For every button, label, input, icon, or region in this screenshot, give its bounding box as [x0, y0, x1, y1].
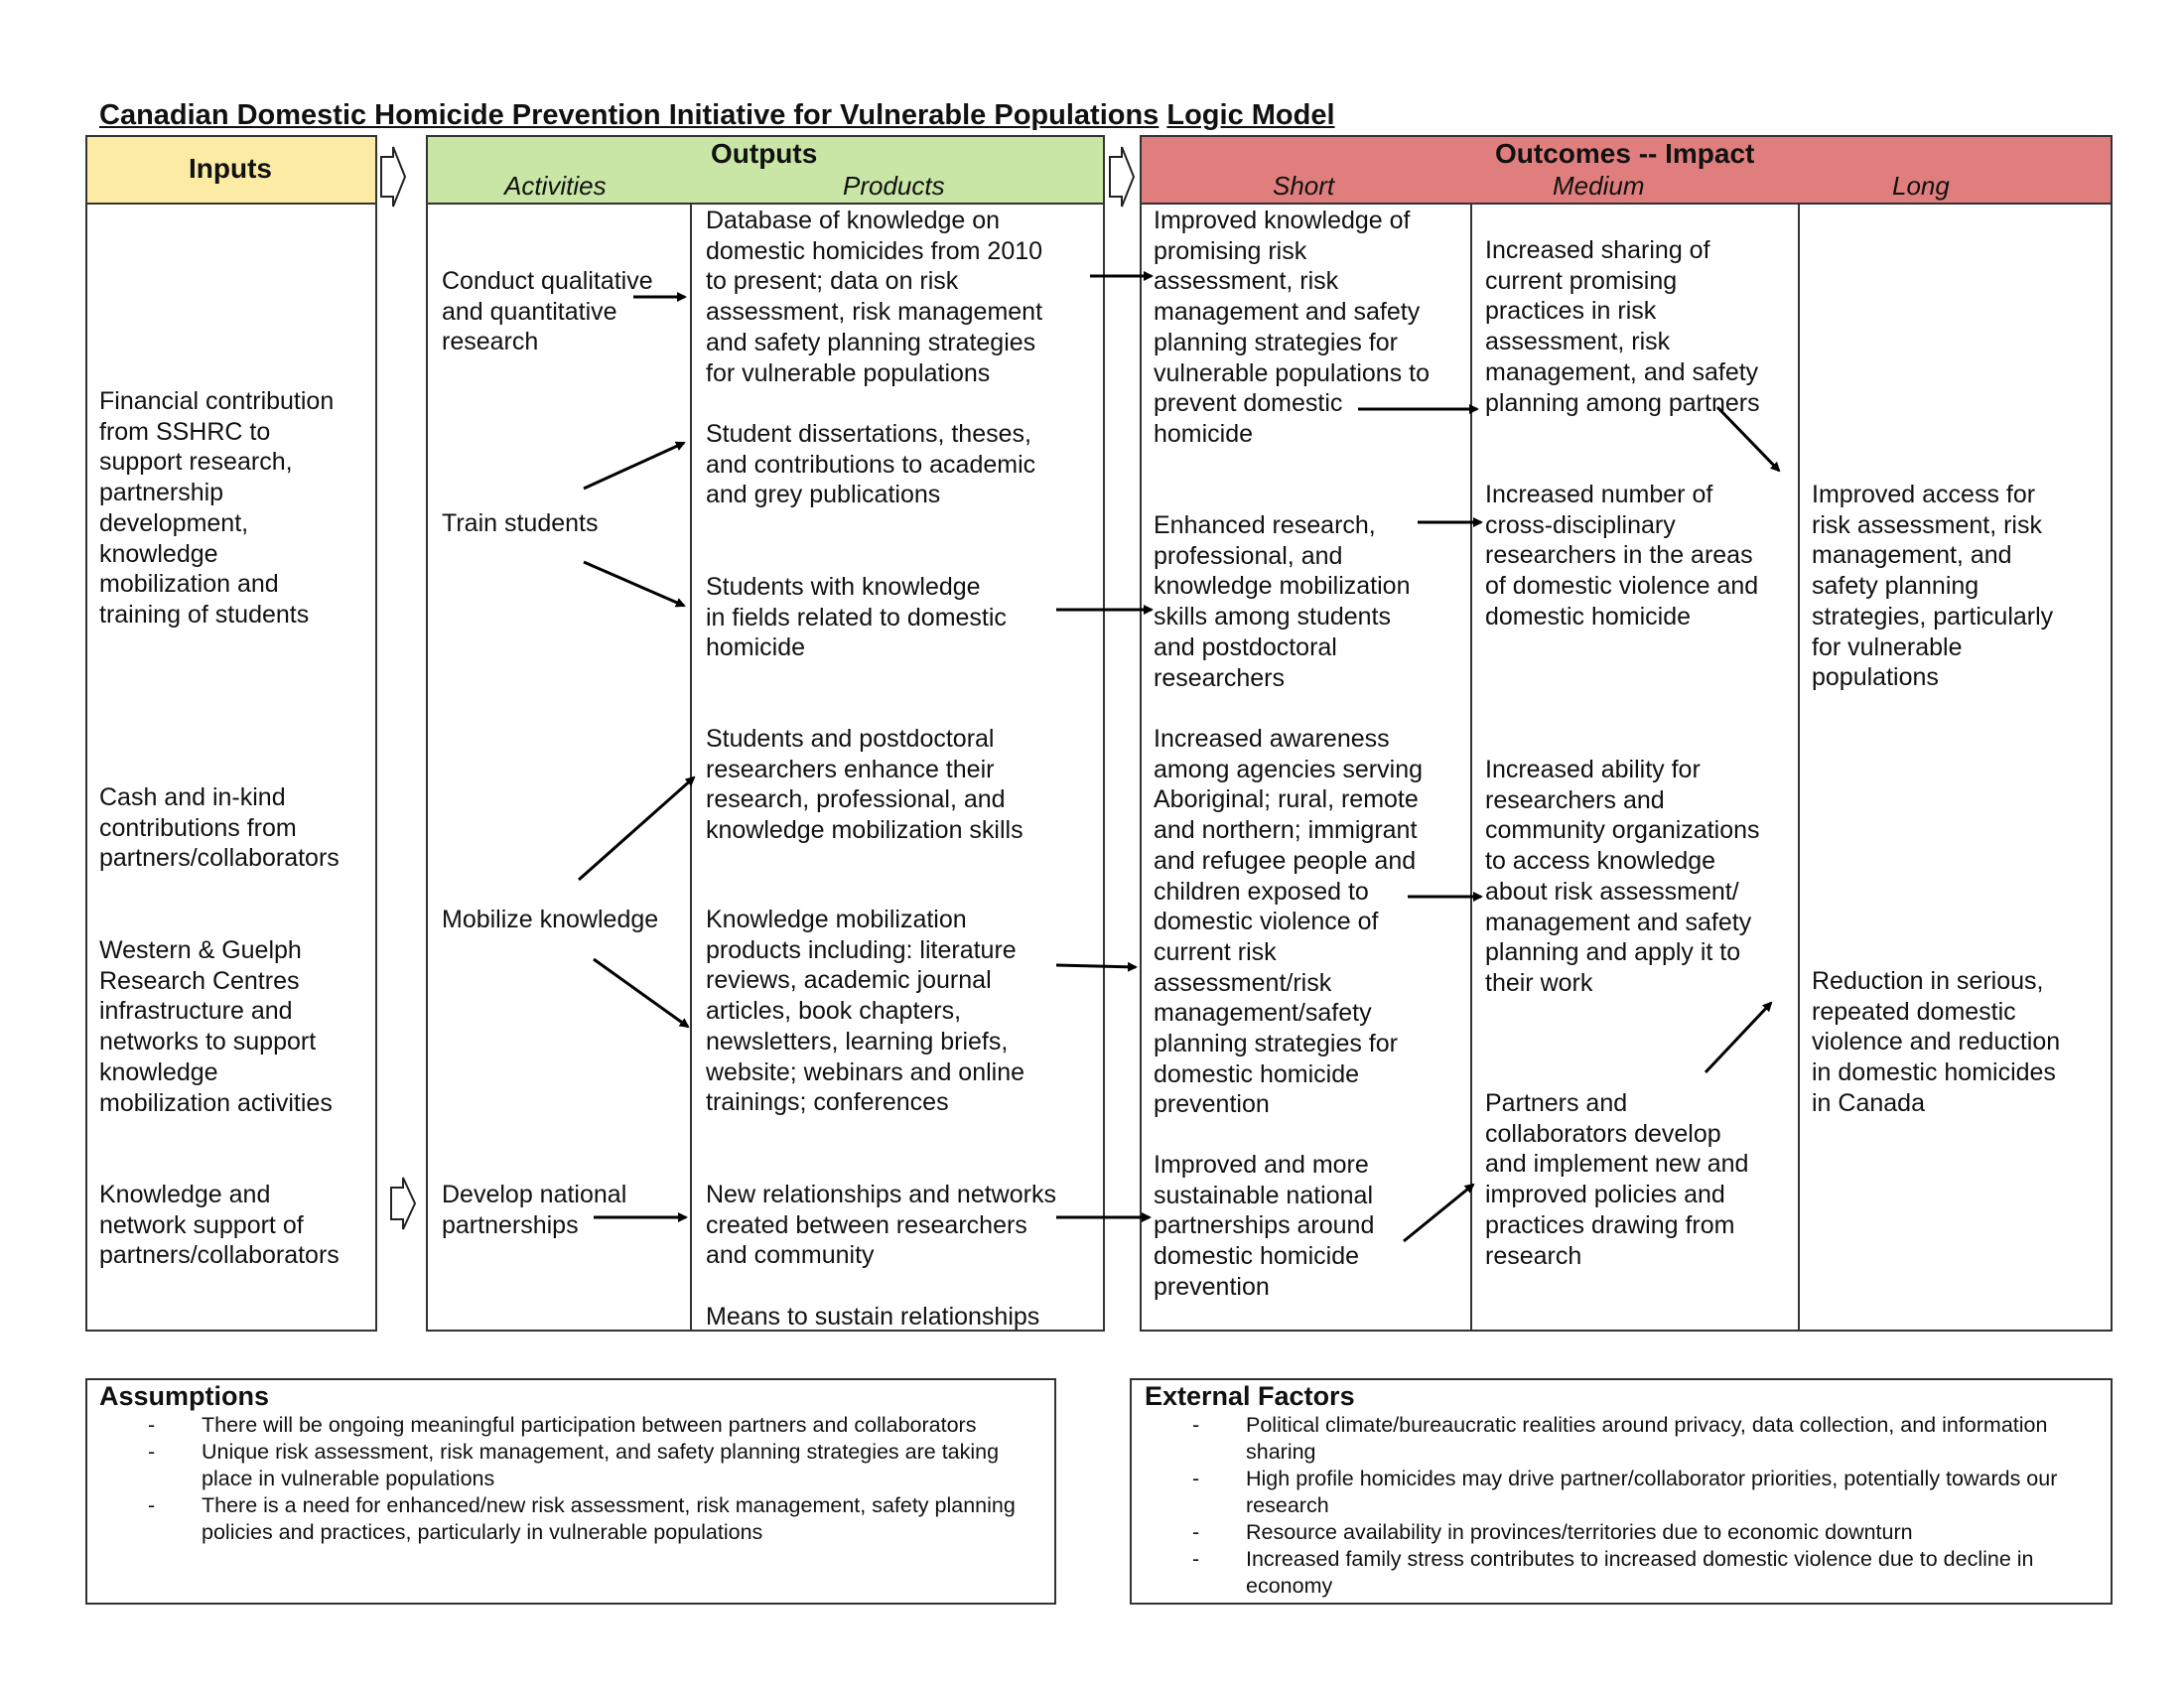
arrow-policies-to-reduction	[1706, 1003, 1771, 1072]
short-outcome-awareness: Increased awareness among agencies serving Aboriginal; rural, remote and northern; immigrant and refugee people and children exposed to domestic violence of current risk assessment/risk management/safety planning strategies for domestic homicide prevention	[1154, 725, 1423, 1119]
input-research-centres: Western & Guelph Research Centres infrastructure and networks to support knowledge mobilization activities	[99, 936, 333, 1117]
product-postdoc-skills: Students and postdoctoral researchers enhance their research, professional, and knowledge mobilization skills	[706, 725, 1024, 845]
medium-outcome-ability: Increased ability for researchers and community organizations to access knowledge about risk assessment/ management and safety planning and apply it to their work	[1485, 756, 1760, 997]
arrow-mobilize-to-km-products	[594, 959, 688, 1027]
external-factor-item: - Political climate/bureaucratic realities around privacy, data collection, and information sharing	[1131, 1412, 2094, 1466]
arrow-mobilize-to-postdoc	[579, 777, 694, 880]
assumptions-title: Assumptions	[99, 1381, 270, 1411]
short-outcome-knowledge: Improved knowledge of promising risk assessment, risk management and safety planning strategies for vulnerable populations to prevent domestic homicide	[1154, 207, 1430, 448]
outcomes-header-label: Outcomes -- Impact	[1495, 138, 1755, 169]
arrow-train-to-dissertations	[584, 443, 684, 489]
assumption-item: - There will be ongoing meaningful participation between partners and collaborators	[86, 1412, 1039, 1439]
inputs-header-label: Inputs	[189, 153, 272, 184]
external-factors-list	[1131, 1412, 2094, 1600]
products-label: Products	[843, 171, 945, 201]
external-factors-title: External Factors	[1145, 1381, 1355, 1411]
medium-label: Medium	[1553, 171, 1645, 201]
activities-label: Activities	[504, 171, 607, 201]
product-relationships: New relationships and networks created between researchers and community Means to sustain relationships	[706, 1181, 1056, 1331]
input-knowledge-network-support: Knowledge and network support of partners/collaborators	[99, 1181, 340, 1270]
outputs-header-label: Outputs	[711, 138, 818, 169]
assumption-item: - There is a need for enhanced/new risk assessment, risk management, safety planning policies and practices, particularly in vulnerable populations	[86, 1492, 1039, 1546]
outputs-to-outcomes-block-arrow	[1110, 147, 1134, 207]
input-cash-in-kind: Cash and in-kind contributions from partners/collaborators	[99, 783, 340, 873]
long-outcome-reduction: Reduction in serious, repeated domestic violence and reduction in domestic homicides in Canada	[1812, 967, 2061, 1117]
inputs-partnership-block-arrow	[391, 1178, 415, 1229]
external-factor-item: - High profile homicides may drive partner/collaborator priorities, potentially towards our research	[1131, 1466, 2094, 1519]
short-label: Short	[1273, 171, 1335, 201]
inputs-to-outputs-block-arrow	[381, 147, 405, 207]
activity-mobilize-knowledge: Mobilize knowledge	[442, 906, 659, 933]
product-database: Database of knowledge on domestic homicides from 2010 to present; data on risk assessment, risk management and safety planning strategies for vulnerable populations	[706, 207, 1043, 387]
short-outcome-partnerships: Improved and more sustainable national partnerships around domestic homicide prevention	[1154, 1151, 1375, 1301]
medium-outcome-sharing: Increased sharing of current promising practices in risk assessment, risk management, and safety planning among partners	[1485, 236, 1760, 417]
medium-outcome-policies: Partners and collaborators develop and implement new and improved policies and practices drawing from research	[1485, 1089, 1749, 1270]
external-factor-item: - Resource availability in provinces/territories due to economic downturn	[1131, 1519, 2094, 1546]
activity-train-students: Train students	[442, 509, 599, 537]
long-outcome-access: Improved access for risk assessment, risk management, and safety planning strategies, particularly for vulnerable populations	[1812, 481, 2054, 692]
input-financial-contribution: Financial contribution from SSHRC to support research, partnership development, knowledge mobilization and training of students	[99, 387, 335, 629]
arrow-sharing-to-access	[1717, 407, 1779, 471]
arrow-train-to-students-knowledge	[584, 562, 684, 606]
product-km-products: Knowledge mobilization products including: literature reviews, academic journal articles, book chapters, newsletters, learning briefs, website; webinars and online trainings; conferences	[706, 906, 1025, 1117]
activity-national-partnerships: Develop national partnerships	[442, 1181, 627, 1239]
assumptions-list	[86, 1412, 1039, 1546]
long-label: Long	[1892, 171, 1950, 201]
activity-research: Conduct qualitative and quantitative research	[442, 267, 653, 356]
arrow-km-to-awareness	[1056, 965, 1136, 967]
assumption-item: - Unique risk assessment, risk management, and safety planning strategies are taking place in vulnerable populations	[86, 1439, 1039, 1492]
product-students-knowledge: Students with knowledge in fields related to domestic homicide	[706, 573, 1007, 662]
medium-outcome-researchers: Increased number of cross-disciplinary researchers in the areas of domestic violence and domestic homicide	[1485, 481, 1759, 631]
external-factor-item: - Increased family stress contributes to increased domestic violence due to decline in economy	[1131, 1546, 2094, 1600]
arrow-partnerships-to-policies	[1404, 1185, 1473, 1241]
title-logic-model: Logic Model	[1166, 99, 1335, 131]
title-main: Canadian Domestic Homicide Prevention Initiative for Vulnerable Populations	[99, 99, 1160, 131]
short-outcome-skills: Enhanced research, professional, and knowledge mobilization skills among students and postdoctoral researchers	[1154, 511, 1411, 692]
product-dissertations: Student dissertations, theses, and contributions to academic and grey publications	[706, 420, 1036, 509]
